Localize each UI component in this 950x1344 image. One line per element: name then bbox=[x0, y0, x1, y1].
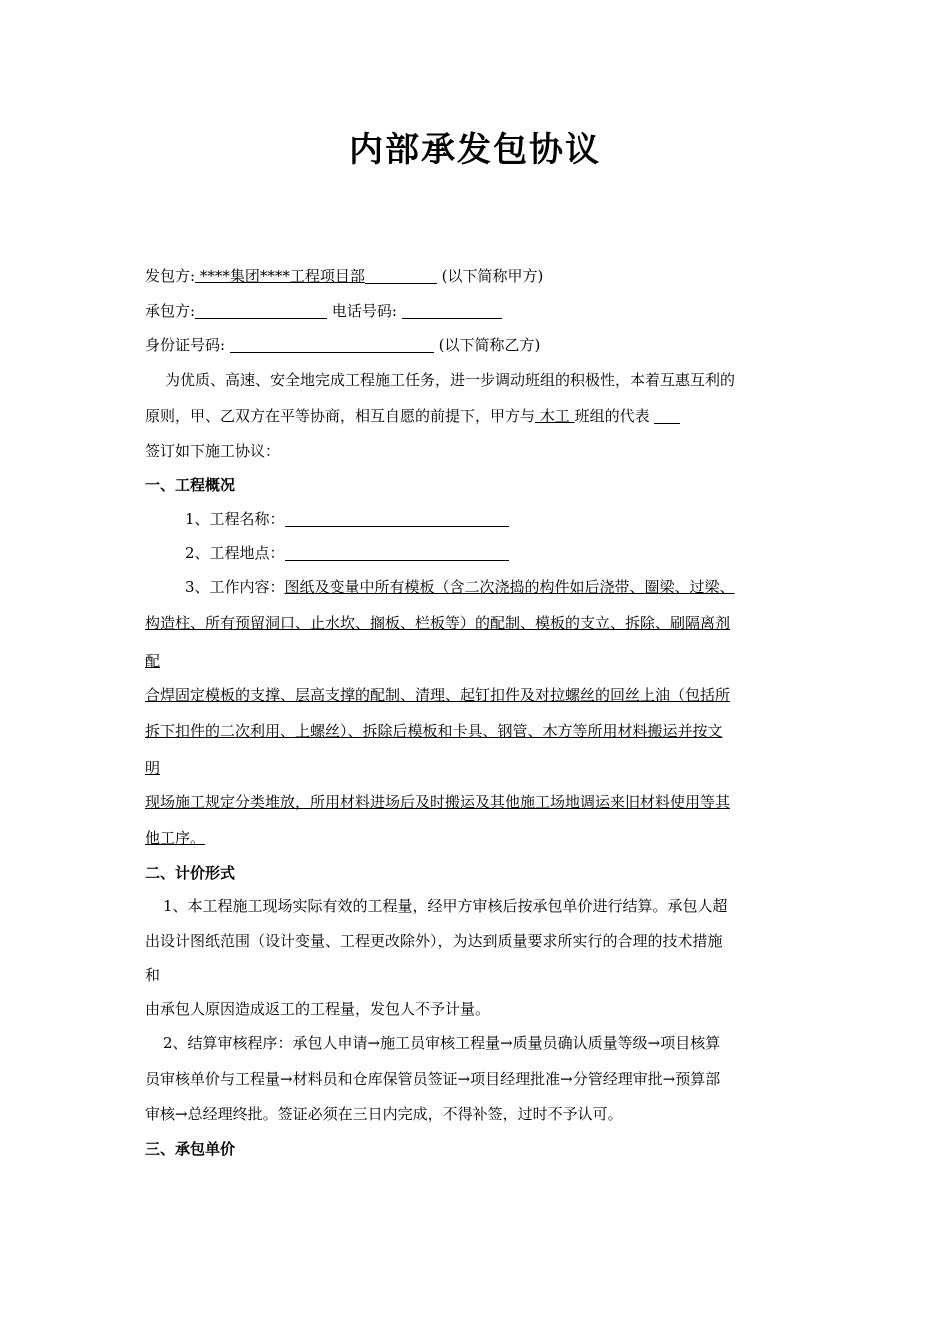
party-a-suffix: (以下简称甲方) bbox=[436, 267, 544, 285]
party-b-blank bbox=[195, 302, 327, 319]
intro-line-1: 为优质、高速、安全地完成工程施工任务，进一步调动班组的积极性，本着互惠互利的 bbox=[165, 371, 736, 389]
pricing-para-1-line-3: 和 bbox=[145, 966, 161, 984]
project-location-blank bbox=[285, 544, 509, 561]
team-name: 木工 bbox=[535, 407, 575, 425]
id-suffix: (以下简称乙方) bbox=[433, 336, 541, 354]
work-content-text-4: 合焊固定模板的支撑、层高支撑的配制、清理、起钉扣件及对拉螺丝的回丝上油（包括所 bbox=[145, 686, 731, 704]
party-a-blank bbox=[365, 267, 437, 284]
id-line bbox=[145, 334, 540, 356]
work-content-text-1: 图纸及变量中所有模板（含二次浇捣的构件如后浇带、圈梁、过梁、 bbox=[284, 578, 735, 596]
pricing-para-1-line-1: 1、本工程施工现场实际有效的工程量，经甲方审核后按承包单价进行结算。承包人超 bbox=[163, 897, 728, 915]
intro-line-2 bbox=[145, 405, 680, 427]
project-location-line bbox=[185, 542, 509, 564]
pricing-para-2-line-2: 员审核单价与工程量→材料员和仓库保管员签证→项目经理批准→分管经理审批→预算部 bbox=[145, 1070, 721, 1088]
section-3-heading: 三、承包单价 bbox=[145, 1140, 236, 1158]
pricing-para-1-line-4: 由承包人原因造成返工的工程量，发包人不予计量。 bbox=[145, 1000, 491, 1018]
work-content-text-3: 配 bbox=[145, 652, 161, 670]
section-2-heading: 二、计价形式 bbox=[145, 864, 236, 882]
work-content-text-5: 拆下扣件的二次利用、上螺丝）、拆除后模板和卡具、钢管、木方等所用材料搬运并按文 bbox=[145, 722, 723, 740]
phone-label: 电话号码: bbox=[327, 302, 402, 320]
pricing-para-2-line-1: 2、结算审核程序：承包人申请→施工员审核工程量→质量员确认质量等级→项目核算 bbox=[163, 1034, 721, 1052]
work-content-label: 3、工作内容： bbox=[185, 578, 285, 596]
project-name-line bbox=[185, 508, 509, 530]
intro-text-a: 原则，甲、乙双方在平等协商，相互自愿的前提下，甲方与 bbox=[145, 407, 536, 425]
intro-text-b: 班组的代表 bbox=[574, 407, 655, 425]
pricing-para-1-line-2: 出设计图纸范围（设计变量、工程更改除外），为达到质量要求所实行的合理的技术措施 bbox=[145, 932, 723, 950]
party-a-label: 发包方: bbox=[145, 267, 196, 285]
party-a-line bbox=[145, 265, 543, 287]
representative-blank bbox=[654, 407, 680, 424]
id-blank bbox=[230, 336, 434, 353]
party-b-label: 承包方: bbox=[145, 302, 196, 320]
work-content-line bbox=[185, 576, 735, 598]
work-content-text-8: 他工序。 bbox=[145, 829, 206, 847]
party-b-line bbox=[145, 300, 502, 322]
intro-line-3: 签订如下施工协议： bbox=[145, 442, 281, 460]
project-name-label: 1、工程名称： bbox=[185, 510, 285, 528]
document-title: 内部承发包协议 bbox=[349, 130, 601, 170]
work-content-text-6: 明 bbox=[145, 759, 161, 777]
id-label: 身份证号码: bbox=[145, 336, 230, 354]
party-a-value: ****集团****工程项目部 bbox=[195, 267, 365, 285]
project-location-label: 2、工程地点： bbox=[185, 544, 285, 562]
work-content-text-7: 现场施工规定分类堆放，所用材料进场后及时搬运及其他施工场地调运来旧材料使用等其 bbox=[145, 793, 731, 811]
project-name-blank bbox=[285, 510, 509, 527]
phone-blank bbox=[402, 302, 502, 319]
pricing-para-2-line-3: 审核→总经理终批。签证必须在三日内完成，不得补签，过时不予认可。 bbox=[145, 1105, 623, 1123]
work-content-text-2: 构造柱、所有预留洞口、止水坎、搁板、栏板等）的配制、模板的支立、拆除、刷隔离剂 bbox=[145, 614, 731, 632]
section-1-heading: 一、工程概况 bbox=[145, 476, 236, 494]
